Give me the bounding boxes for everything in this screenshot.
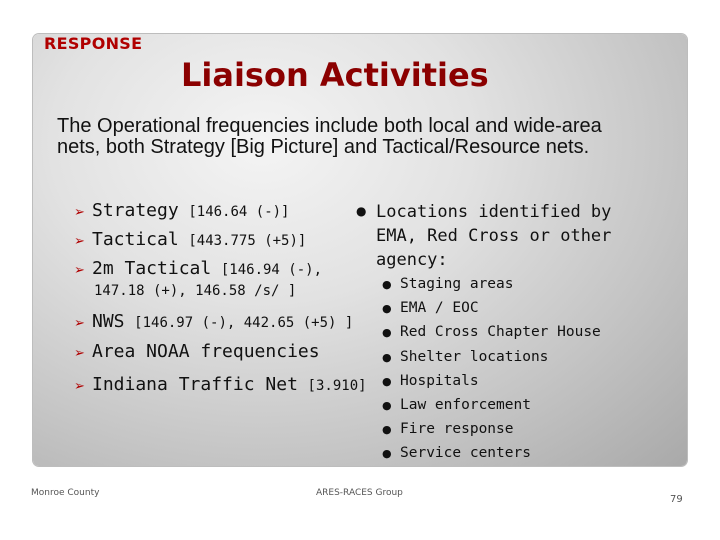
list-item: ● Service centers <box>382 445 531 461</box>
footer-left: Monroe County <box>31 488 100 498</box>
list-item: ● Law enforcement <box>382 397 531 413</box>
dot-bullet-icon: ● <box>382 326 392 339</box>
dot-bullet-icon: ● <box>382 375 392 388</box>
intro-paragraph: The Operational frequencies include both local and wide-area nets, both Strategy [Big Picture] and Tactical/Resource nets. <box>57 115 602 158</box>
list-item: ➢ Indiana Traffic Net [3.910] <box>74 374 367 395</box>
dot-bullet-icon: ● <box>382 399 392 412</box>
dot-bullet-icon: ● <box>382 278 392 291</box>
page-number: 79 <box>670 494 683 505</box>
dot-bullet-icon: ● <box>382 447 392 460</box>
list-item: ➢ Strategy [146.64 (-)] <box>74 200 290 221</box>
dot-bullet-icon: ● <box>356 204 367 218</box>
locations-intro: Locations identified by EMA, Red Cross or other agency: <box>376 202 612 270</box>
section-label: RESPONSE <box>44 34 143 53</box>
dot-bullet-icon: ● <box>382 351 392 364</box>
dot-bullet-icon: ● <box>382 302 392 315</box>
list-item: ● Fire response <box>382 421 514 437</box>
slide-title: Liaison Activities <box>181 56 489 94</box>
list-item: ➢ Area NOAA frequencies <box>74 341 320 362</box>
list-item: ● Hospitals <box>382 373 479 389</box>
arrow-bullet-icon: ➢ <box>74 263 85 278</box>
dot-bullet-icon: ● <box>382 423 392 436</box>
list-item: ➢ Tactical [443.775 (+5)] <box>74 229 307 250</box>
arrow-bullet-icon: ➢ <box>74 316 85 331</box>
list-item: ● EMA / EOC <box>382 300 479 316</box>
list-item: ➢ 2m Tactical [146.94 (-), <box>74 258 323 279</box>
footer-center: ARES-RACES Group <box>316 488 403 498</box>
arrow-bullet-icon: ➢ <box>74 379 85 394</box>
arrow-bullet-icon: ➢ <box>74 205 85 220</box>
list-item: ➢ NWS [146.97 (-), 442.65 (+5) ] <box>74 311 354 332</box>
list-item: ● Shelter locations <box>382 349 549 365</box>
list-item: ● Staging areas <box>382 276 514 292</box>
list-item-continuation: 147.18 (+), 146.58 /s/ ] <box>94 283 297 299</box>
arrow-bullet-icon: ➢ <box>74 346 85 361</box>
list-item: ● Red Cross Chapter House <box>382 324 601 340</box>
arrow-bullet-icon: ➢ <box>74 234 85 249</box>
